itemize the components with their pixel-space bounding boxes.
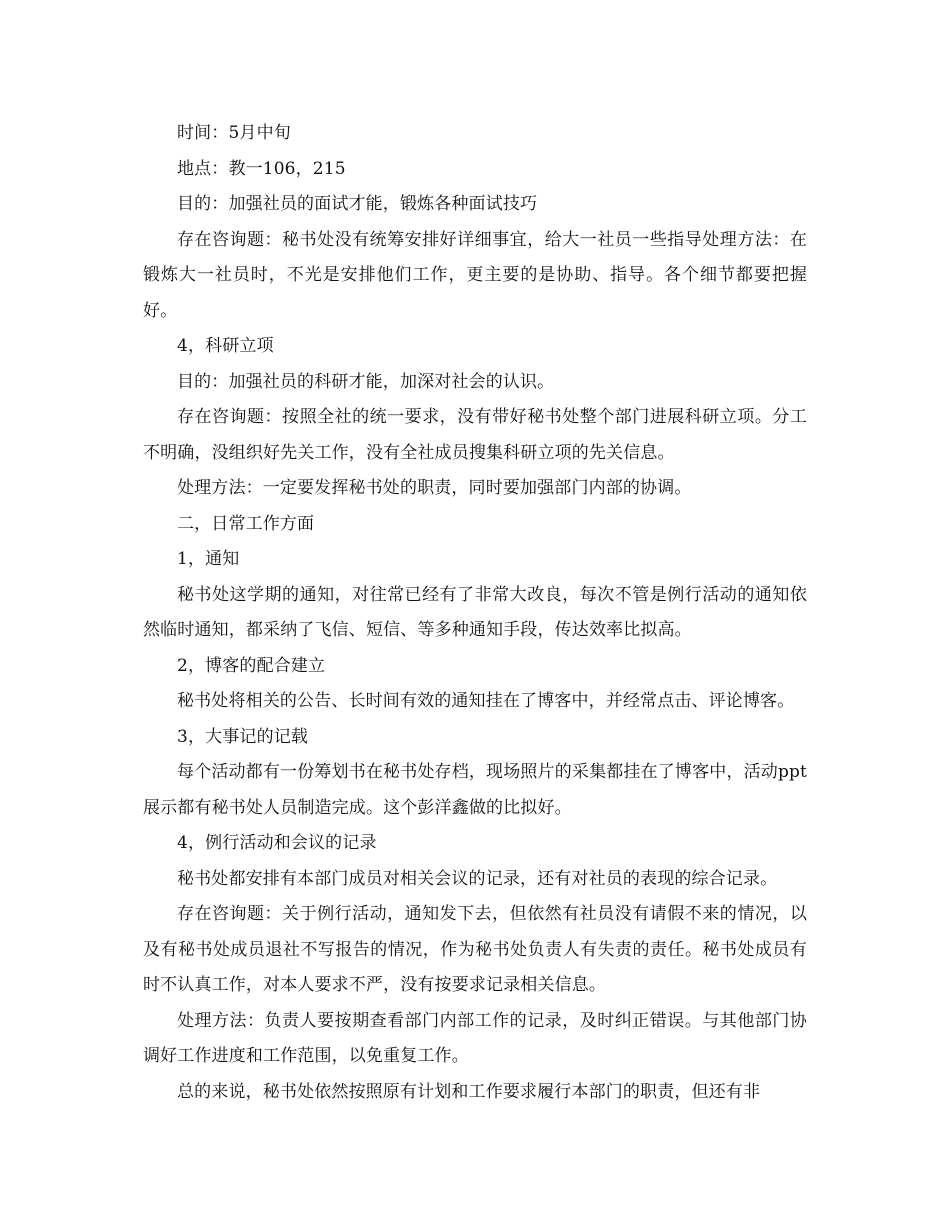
paragraph-notification: 秘书处这学期的通知，对往常已经有了非常大改良，每次不管是例行活动的通知依然临时通知，都采纳了飞信、短信、等多种通知手段，传达效率比拟高。: [143, 584, 807, 640]
heading-chronicle: 3，大事记的记载: [177, 726, 309, 747]
paragraph-meeting-records: 秘书处都安排有本部门成员对相关会议的记录，还有对社员的表现的综合记录。: [177, 868, 778, 889]
heading-research-project: 4，科研立项: [177, 336, 274, 356]
paragraph-time: 时间：5月中旬: [177, 123, 291, 143]
paragraph-blog: 秘书处将相关的公告、长时间有效的通知挂在了博客中，并经常点击、评论博客。: [177, 691, 795, 711]
paragraph-purpose-research: 目的：加强社员的科研才能，加深对社会的认识。: [177, 371, 555, 392]
paragraph-chronicle: 每个活动都有一份筹划书在秘书处存档，现场照片的采集都挂在了博客中，活动ppt展示都有秘书处人员制造完成。这个彭洋鑫做的比拟好。: [143, 762, 807, 818]
heading-meeting-records: 4，例行活动和会议的记录: [177, 833, 377, 853]
paragraph-purpose-interview: 目的：加强社员的面试才能，锻炼各种面试技巧: [177, 194, 538, 214]
heading-daily-work: 二，日常工作方面: [177, 513, 315, 534]
paragraph-location: 地点：教一106，215: [177, 158, 346, 179]
paragraph-issue-meetings: 存在咨询题：关于例行活动，通知发下去，但依然有社员没有请假不来的情况，以及有秘书处成员退社不写报告的情况，作为秘书处负责人有失责的责任。秘书处成员有时不认真工作，对本人要求不严，没有按要求记录相关信息。: [143, 904, 807, 995]
paragraph-summary: 总的来说，秘书处依然按照原有计划和工作要求履行本部门的职责，但还有非: [177, 1081, 761, 1102]
paragraph-solution-meetings: 处理方法：负责人要按期查看部门内部工作的记录，及时纠正错误。与其他部门协调好工作进度和工作范围，以免重复工作。: [143, 1010, 807, 1066]
paragraph-solution-research: 处理方法：一定要发挥秘书处的职责，同时要加强部门内部的协调。: [177, 478, 692, 498]
heading-blog: 2，博客的配合建立: [177, 655, 326, 676]
paragraph-issue-interview: 存在咨询题：秘书处没有统筹安排好详细事宜，给大一社员一些指导处理方法：在锻炼大一社员时，不光是安排他们工作，更主要的是协助、指导。各个细节都要把握好。: [143, 229, 807, 321]
heading-notification: 1，通知: [177, 549, 240, 569]
paragraph-issue-research: 存在咨询题：按照全社的统一要求，没有带好秘书处整个部门进展科研立项。分工不明确，没组织好先关工作，没有全社成员搜集科研立项的先关信息。: [143, 407, 807, 463]
document-body: [143, 116, 807, 1110]
